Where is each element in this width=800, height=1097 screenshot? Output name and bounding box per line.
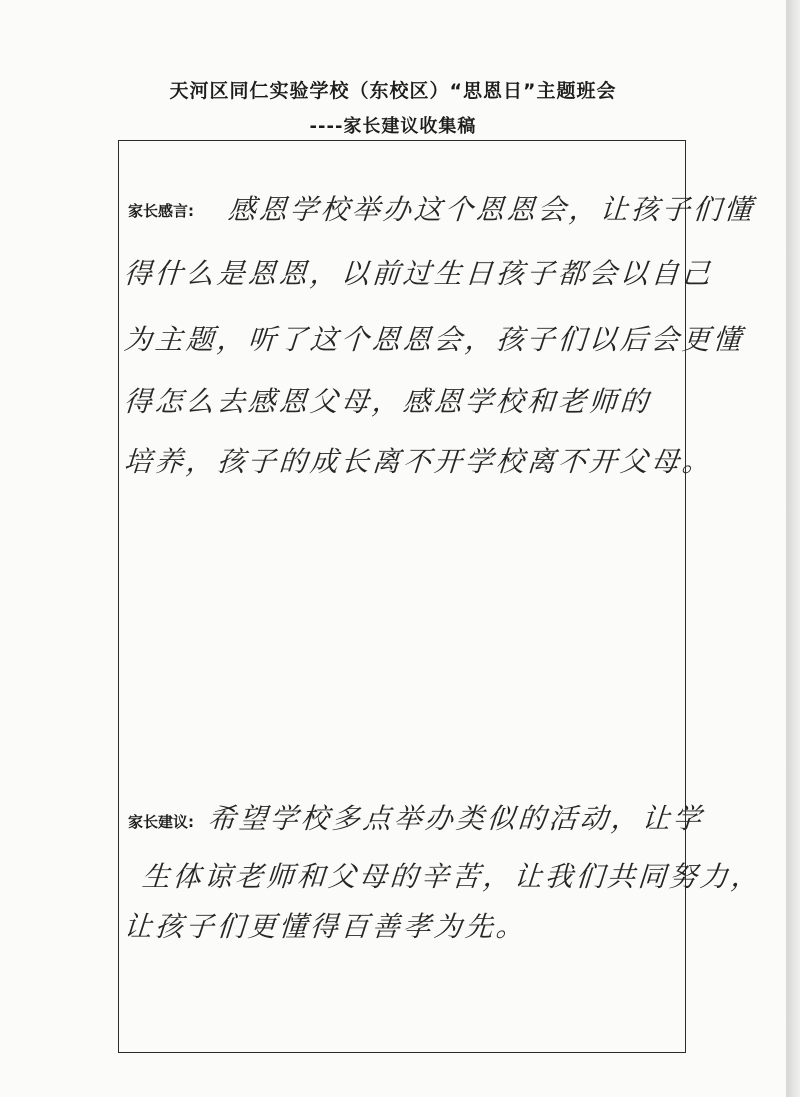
document-subtitle: ----家长建议收集稿	[309, 116, 477, 137]
parent-suggestion-label: 家长建议:	[128, 813, 194, 831]
handwritten-line: 让孩子们更懂得百善孝为先。	[122, 910, 529, 943]
handwritten-line: 培养，孩子的成长离不开学校离不开父母。	[122, 445, 715, 478]
handwritten-line: 生体谅老师和父母的辛苦，让我们共同努力，	[140, 860, 764, 893]
handwritten-line: 得怎么去感恩父母，感恩学校和老师的	[122, 385, 653, 418]
handwritten-line: 感恩学校举办这个恩恩会，让孩子们懂	[226, 193, 757, 226]
page-edge	[786, 0, 800, 1097]
handwritten-line: 希望学校多点举办类似的活动，让学	[206, 802, 706, 835]
handwritten-line: 得什么是恩恩，以前过生日孩子都会以自己	[122, 257, 715, 290]
document-title: 天河区同仁实验学校（东校区）“思恩日”主题班会	[169, 80, 617, 102]
parent-thoughts-label: 家长感言:	[128, 202, 194, 220]
handwritten-line: 为主题，听了这个恩恩会，孩子们以后会更懂	[122, 323, 746, 356]
